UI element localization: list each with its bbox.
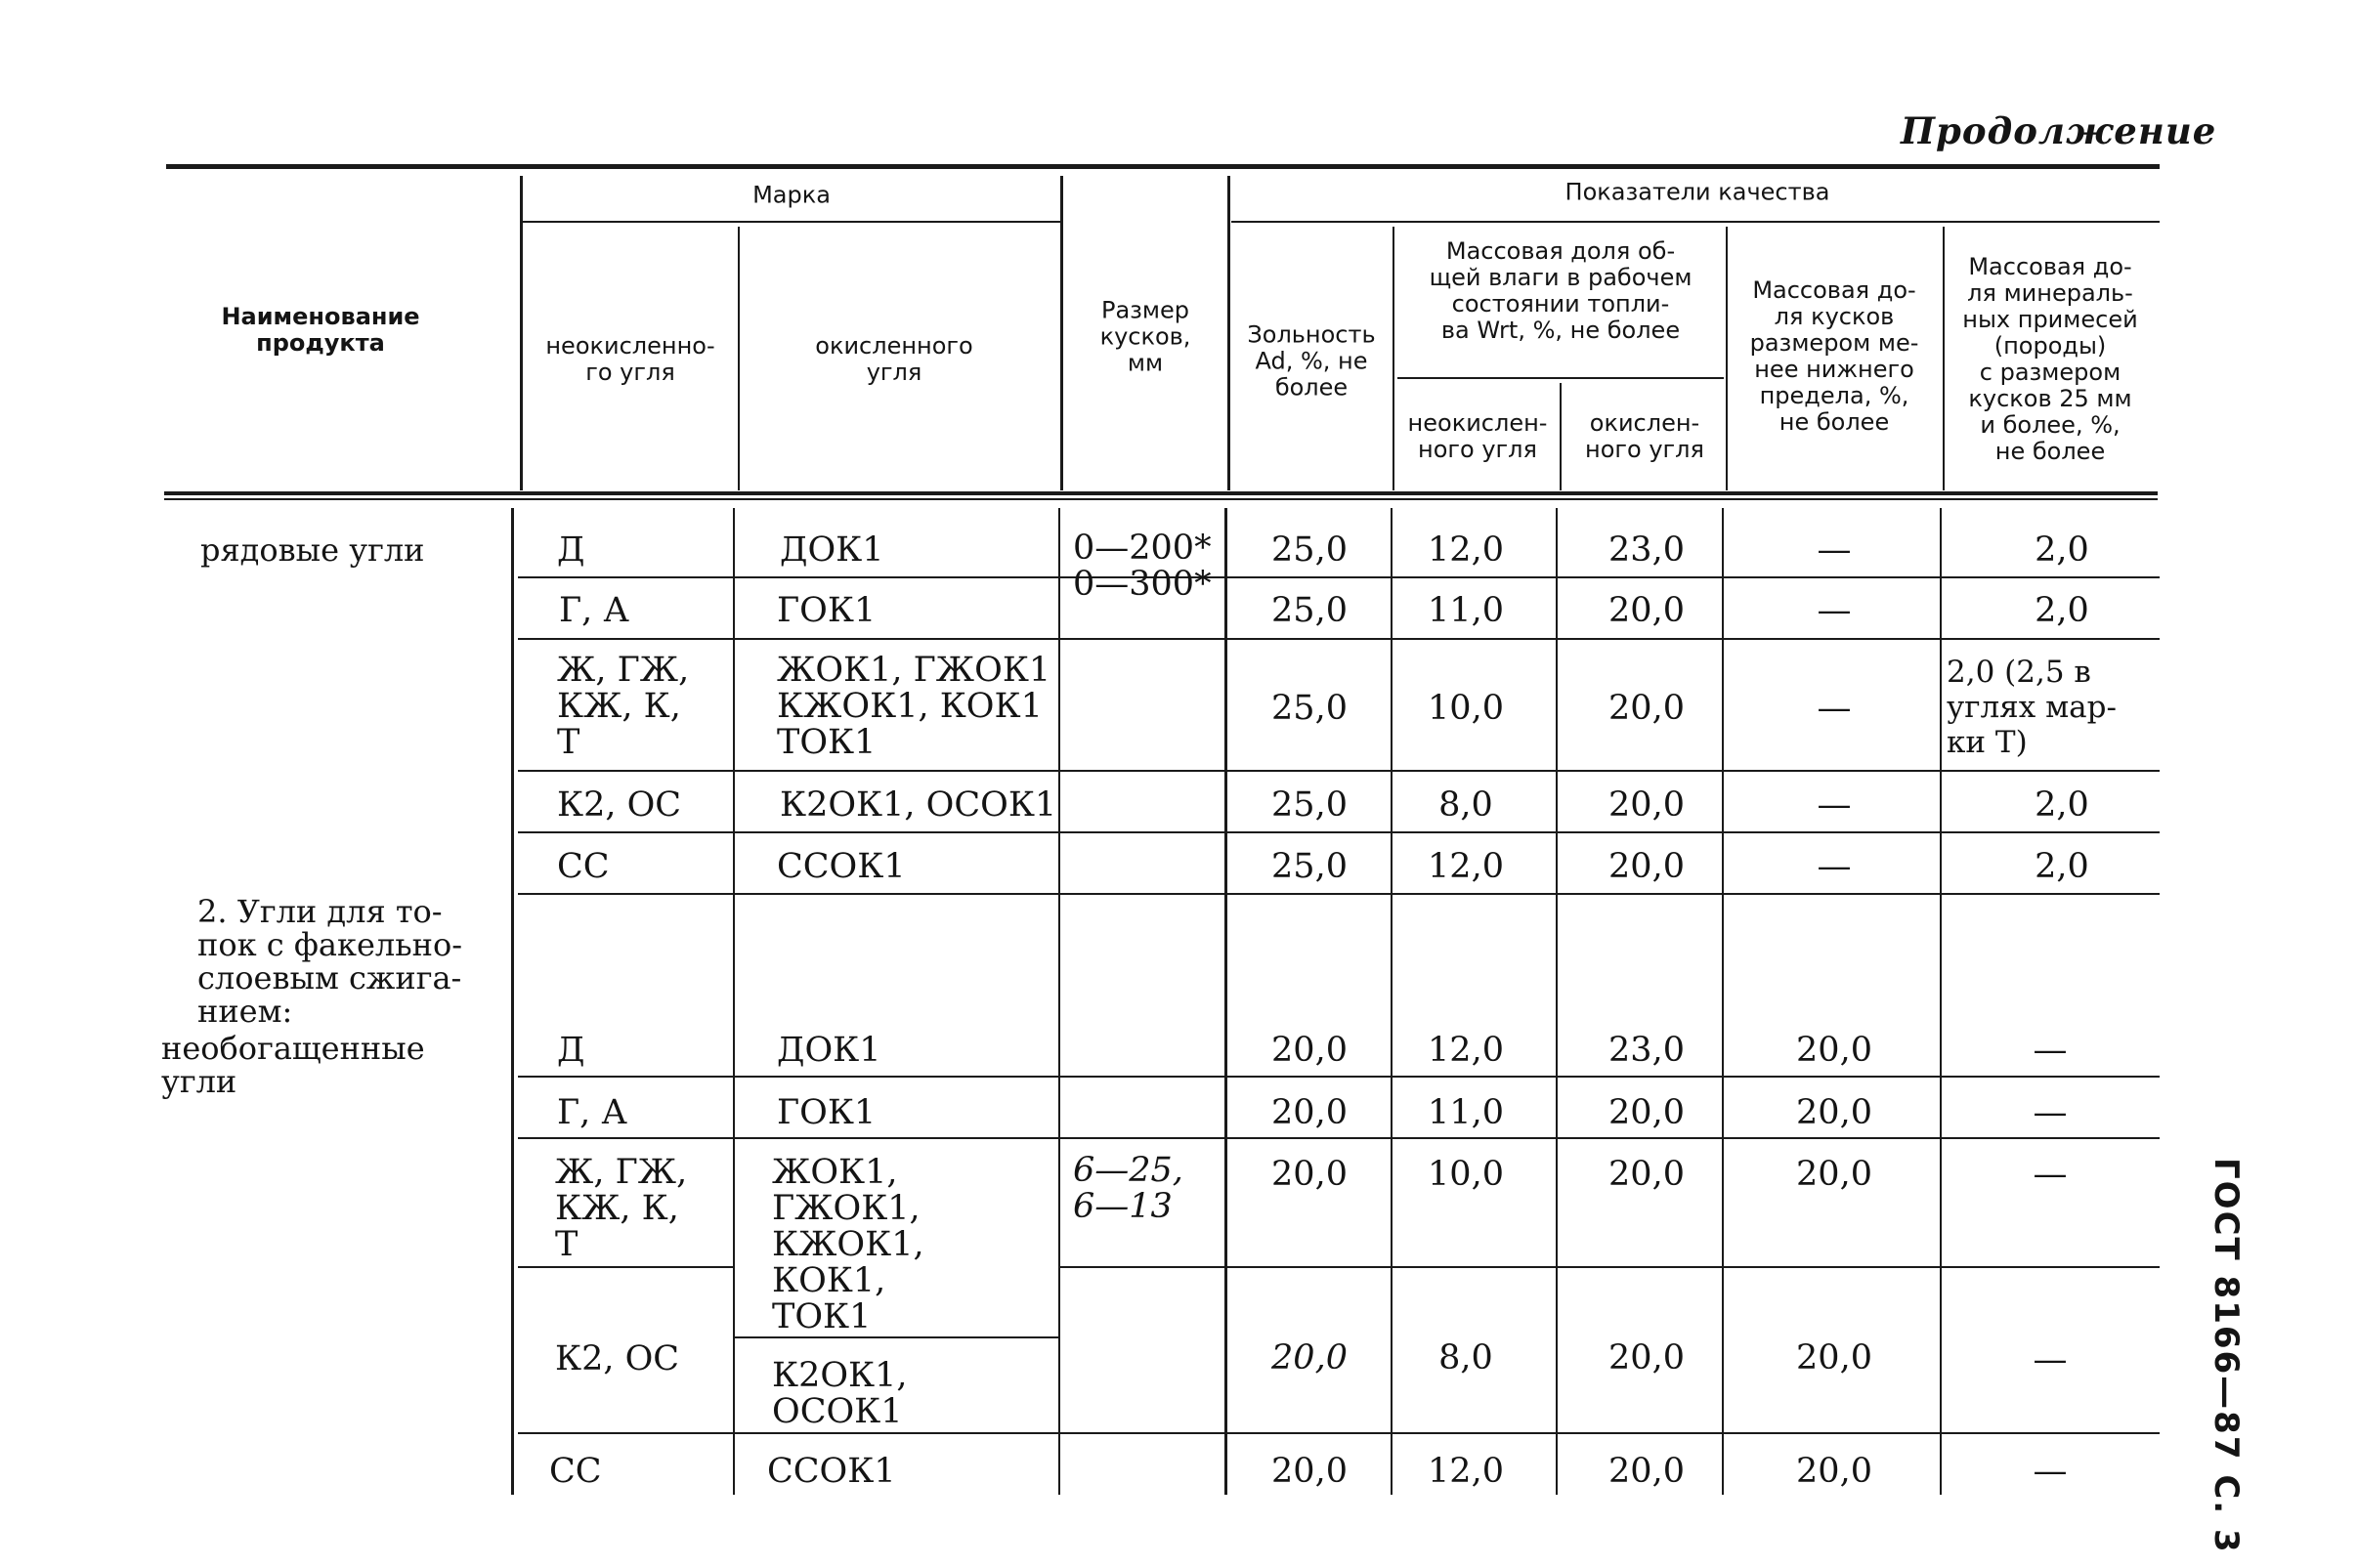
table-row-unox: Д xyxy=(557,530,585,570)
table-row-ash: 20,0 xyxy=(1271,1338,1348,1377)
table-row-moisture-unox: 12,0 xyxy=(1428,847,1504,886)
table-row-moisture-ox: 20,0 xyxy=(1608,1155,1685,1194)
table-row-moisture-ox: 20,0 xyxy=(1608,1338,1685,1377)
quality-subheader-rule xyxy=(1231,221,2160,223)
body-vrule-7 xyxy=(1722,508,1724,1495)
header-ash: Зольность Ad, %, не более xyxy=(1247,320,1376,402)
table-row-moisture-unox: 11,0 xyxy=(1428,1093,1504,1132)
section1-size: 0—200* 0—300* xyxy=(1073,529,1212,604)
header-product: Наименование продукта xyxy=(221,303,420,357)
header-grade-oxidized: окисленного угля xyxy=(815,332,973,386)
row-rule xyxy=(518,1137,2160,1139)
table-row-ox: ЖОК1, ГЖОК1 КЖОК1, КОК1 ТОК1 xyxy=(777,651,1051,762)
table-row-moisture-ox: 20,0 xyxy=(1608,1452,1685,1491)
table-row-fines: 20,0 xyxy=(1796,1338,1872,1377)
table-row-fines: 20,0 xyxy=(1796,1031,1872,1070)
table-row-moisture-ox: 20,0 xyxy=(1608,1093,1685,1132)
table-row-moisture-ox: 20,0 xyxy=(1608,785,1685,825)
table-row-unox: К2, ОС xyxy=(555,1339,680,1378)
moisture-subheader-rule xyxy=(1397,377,1724,379)
continuation-label: Продолжение xyxy=(1901,109,2217,152)
header-grade: Марка xyxy=(752,181,831,209)
body-vrule-5 xyxy=(1391,508,1393,1495)
table-row-mineral: — xyxy=(2033,1452,2068,1491)
table-row-ox: ГОК1 xyxy=(777,591,877,630)
header-mineral: Массовая до- ля минераль- ных примесей (породы) с размером кусков 25 мм и более, %, не более xyxy=(1962,253,2138,465)
header-vrule-5 xyxy=(1393,227,1394,490)
table-row-moisture-unox: 12,0 xyxy=(1428,530,1504,570)
table-row-ash: 25,0 xyxy=(1271,847,1348,886)
table-row-ox: К2ОК1, ОСОК1 xyxy=(772,1356,908,1431)
row-rule xyxy=(518,1432,2160,1434)
table-row-fines: 20,0 xyxy=(1796,1155,1872,1194)
table-row-unox: Д xyxy=(557,1031,585,1070)
header-moisture-unoxidized: неокислен- ного угля xyxy=(1407,409,1548,463)
header-moisture: Массовая доля об- щей влаги в рабочем состоянии топли- ва Wrt, %, не более xyxy=(1429,237,1693,344)
table-top-rule xyxy=(166,164,2160,169)
table-row-mineral: 2,0 xyxy=(2035,591,2089,630)
row-rule xyxy=(518,893,2160,895)
header-moisture-oxidized: окислен- ного угля xyxy=(1585,409,1704,463)
table-row-mineral: — xyxy=(2033,1093,2068,1132)
body-vrule-3 xyxy=(1058,508,1060,1495)
table-row-moisture-ox: 23,0 xyxy=(1608,530,1685,570)
table-row-fines: — xyxy=(1817,785,1852,825)
table-row-unox: Ж, ГЖ, КЖ, К, Т xyxy=(555,1153,688,1264)
table-row-unox: Г, А xyxy=(559,591,629,630)
table-row-ash: 20,0 xyxy=(1271,1031,1348,1070)
section2-product-subname: необогащенные угли xyxy=(161,1030,425,1100)
table-row-ox: ССОК1 xyxy=(767,1452,896,1491)
body-vrule-8 xyxy=(1940,508,1942,1495)
table-row-mineral: 2,0 xyxy=(2035,785,2089,825)
table-row-moisture-unox: 11,0 xyxy=(1428,591,1504,630)
header-vrule-3 xyxy=(1060,176,1063,490)
body-vrule-1 xyxy=(511,508,514,1495)
table-row-fines: — xyxy=(1817,689,1852,728)
table-row-moisture-unox: 10,0 xyxy=(1428,1155,1504,1194)
table-row-fines: 20,0 xyxy=(1796,1093,1872,1132)
body-vrule-4 xyxy=(1224,508,1227,1495)
body-vrule-2 xyxy=(733,508,735,1495)
table-row-mineral: — xyxy=(2033,1031,2068,1070)
header-vrule-8 xyxy=(1943,227,1945,490)
row-rule xyxy=(518,831,2160,833)
table-row-moisture-ox: 20,0 xyxy=(1608,591,1685,630)
header-vrule-7 xyxy=(1726,227,1728,490)
header-fines: Массовая до- ля кусков размером ме- нее нижнего предела, %, не более xyxy=(1749,276,1919,436)
table-row-ox: К2ОК1, ОСОК1 xyxy=(780,785,1057,825)
row-rule xyxy=(518,1076,2160,1078)
table-row-ash: 25,0 xyxy=(1271,689,1348,728)
body-vrule-6 xyxy=(1556,508,1558,1495)
row-rule xyxy=(518,1266,735,1268)
table-row-ox: ДОК1 xyxy=(780,530,884,570)
table-row-moisture-unox: 12,0 xyxy=(1428,1031,1504,1070)
table-row-fines: — xyxy=(1817,591,1852,630)
table-row-mineral: 2,0 xyxy=(2035,847,2089,886)
table-row-unox: Г, А xyxy=(557,1093,627,1132)
table-row-ox: ГОК1 xyxy=(777,1093,877,1132)
table-row-unox: К2, ОС xyxy=(557,785,682,825)
table-row-ash: 25,0 xyxy=(1271,785,1348,825)
table-row-unox: СС xyxy=(557,847,610,886)
table-row-moisture-ox: 23,0 xyxy=(1608,1031,1685,1070)
header-grade-unoxidized: неокисленно- го угля xyxy=(545,332,715,386)
header-vrule-4 xyxy=(1227,176,1230,490)
table-row-ox: ЖОК1, ГЖОК1, КЖОК1, КОК1, ТОК1 xyxy=(772,1153,924,1336)
table-row-mineral: 2,0 xyxy=(2035,530,2089,570)
table-row-ash: 20,0 xyxy=(1271,1452,1348,1491)
table-row-mineral: 2,0 (2,5 в углях мар- ки Т) xyxy=(1947,655,2117,760)
table-row-mineral: — xyxy=(2033,1340,2068,1379)
side-page-label: ГОСТ 8166—87 С. 3 xyxy=(2207,1158,2246,1554)
row-rule xyxy=(518,576,2160,578)
table-row-unox: СС xyxy=(549,1452,602,1491)
table-row-ash: 20,0 xyxy=(1271,1093,1348,1132)
table-row-ash: 20,0 xyxy=(1271,1155,1348,1194)
header-size: Размер кусков, мм xyxy=(1099,296,1191,377)
table-row-fines: — xyxy=(1817,530,1852,570)
row-rule xyxy=(735,1336,1058,1338)
table-row-ash: 25,0 xyxy=(1271,591,1348,630)
row-rule xyxy=(1058,1266,2160,1268)
table-row-fines: 20,0 xyxy=(1796,1452,1872,1491)
table-row-mineral: — xyxy=(2033,1155,2068,1194)
header-vrule-6 xyxy=(1560,383,1562,490)
table-row-moisture-ox: 20,0 xyxy=(1608,689,1685,728)
table-row-ox: ДОК1 xyxy=(777,1031,881,1070)
table-row-moisture-unox: 8,0 xyxy=(1438,1338,1493,1377)
table-row-ash: 25,0 xyxy=(1271,530,1348,570)
section2-product-name: 2. Угли для то- пок с факельно- слоевым сжига- нием: xyxy=(197,893,463,1030)
header-vrule-2 xyxy=(738,227,740,490)
row-rule xyxy=(518,770,2160,772)
table-row-moisture-unox: 10,0 xyxy=(1428,689,1504,728)
table-row-moisture-ox: 20,0 xyxy=(1608,847,1685,886)
header-vrule-1 xyxy=(520,176,523,490)
row-rule xyxy=(518,638,2160,640)
section1-product-name: рядовые угли xyxy=(200,531,425,569)
grade-subheader-rule xyxy=(523,221,1060,223)
section2-size: 6—25, 6—13 xyxy=(1073,1151,1183,1226)
table-row-ox: ССОК1 xyxy=(777,847,906,886)
header-bottom-rule xyxy=(164,491,2158,495)
table-row-moisture-unox: 8,0 xyxy=(1438,785,1493,825)
table-row-fines: — xyxy=(1817,847,1852,886)
header-bottom-rule-2 xyxy=(164,498,2158,500)
table-row-moisture-unox: 12,0 xyxy=(1428,1452,1504,1491)
table-row-unox: Ж, ГЖ, КЖ, К, Т xyxy=(557,651,690,762)
header-quality: Показатели качества xyxy=(1564,178,1830,206)
